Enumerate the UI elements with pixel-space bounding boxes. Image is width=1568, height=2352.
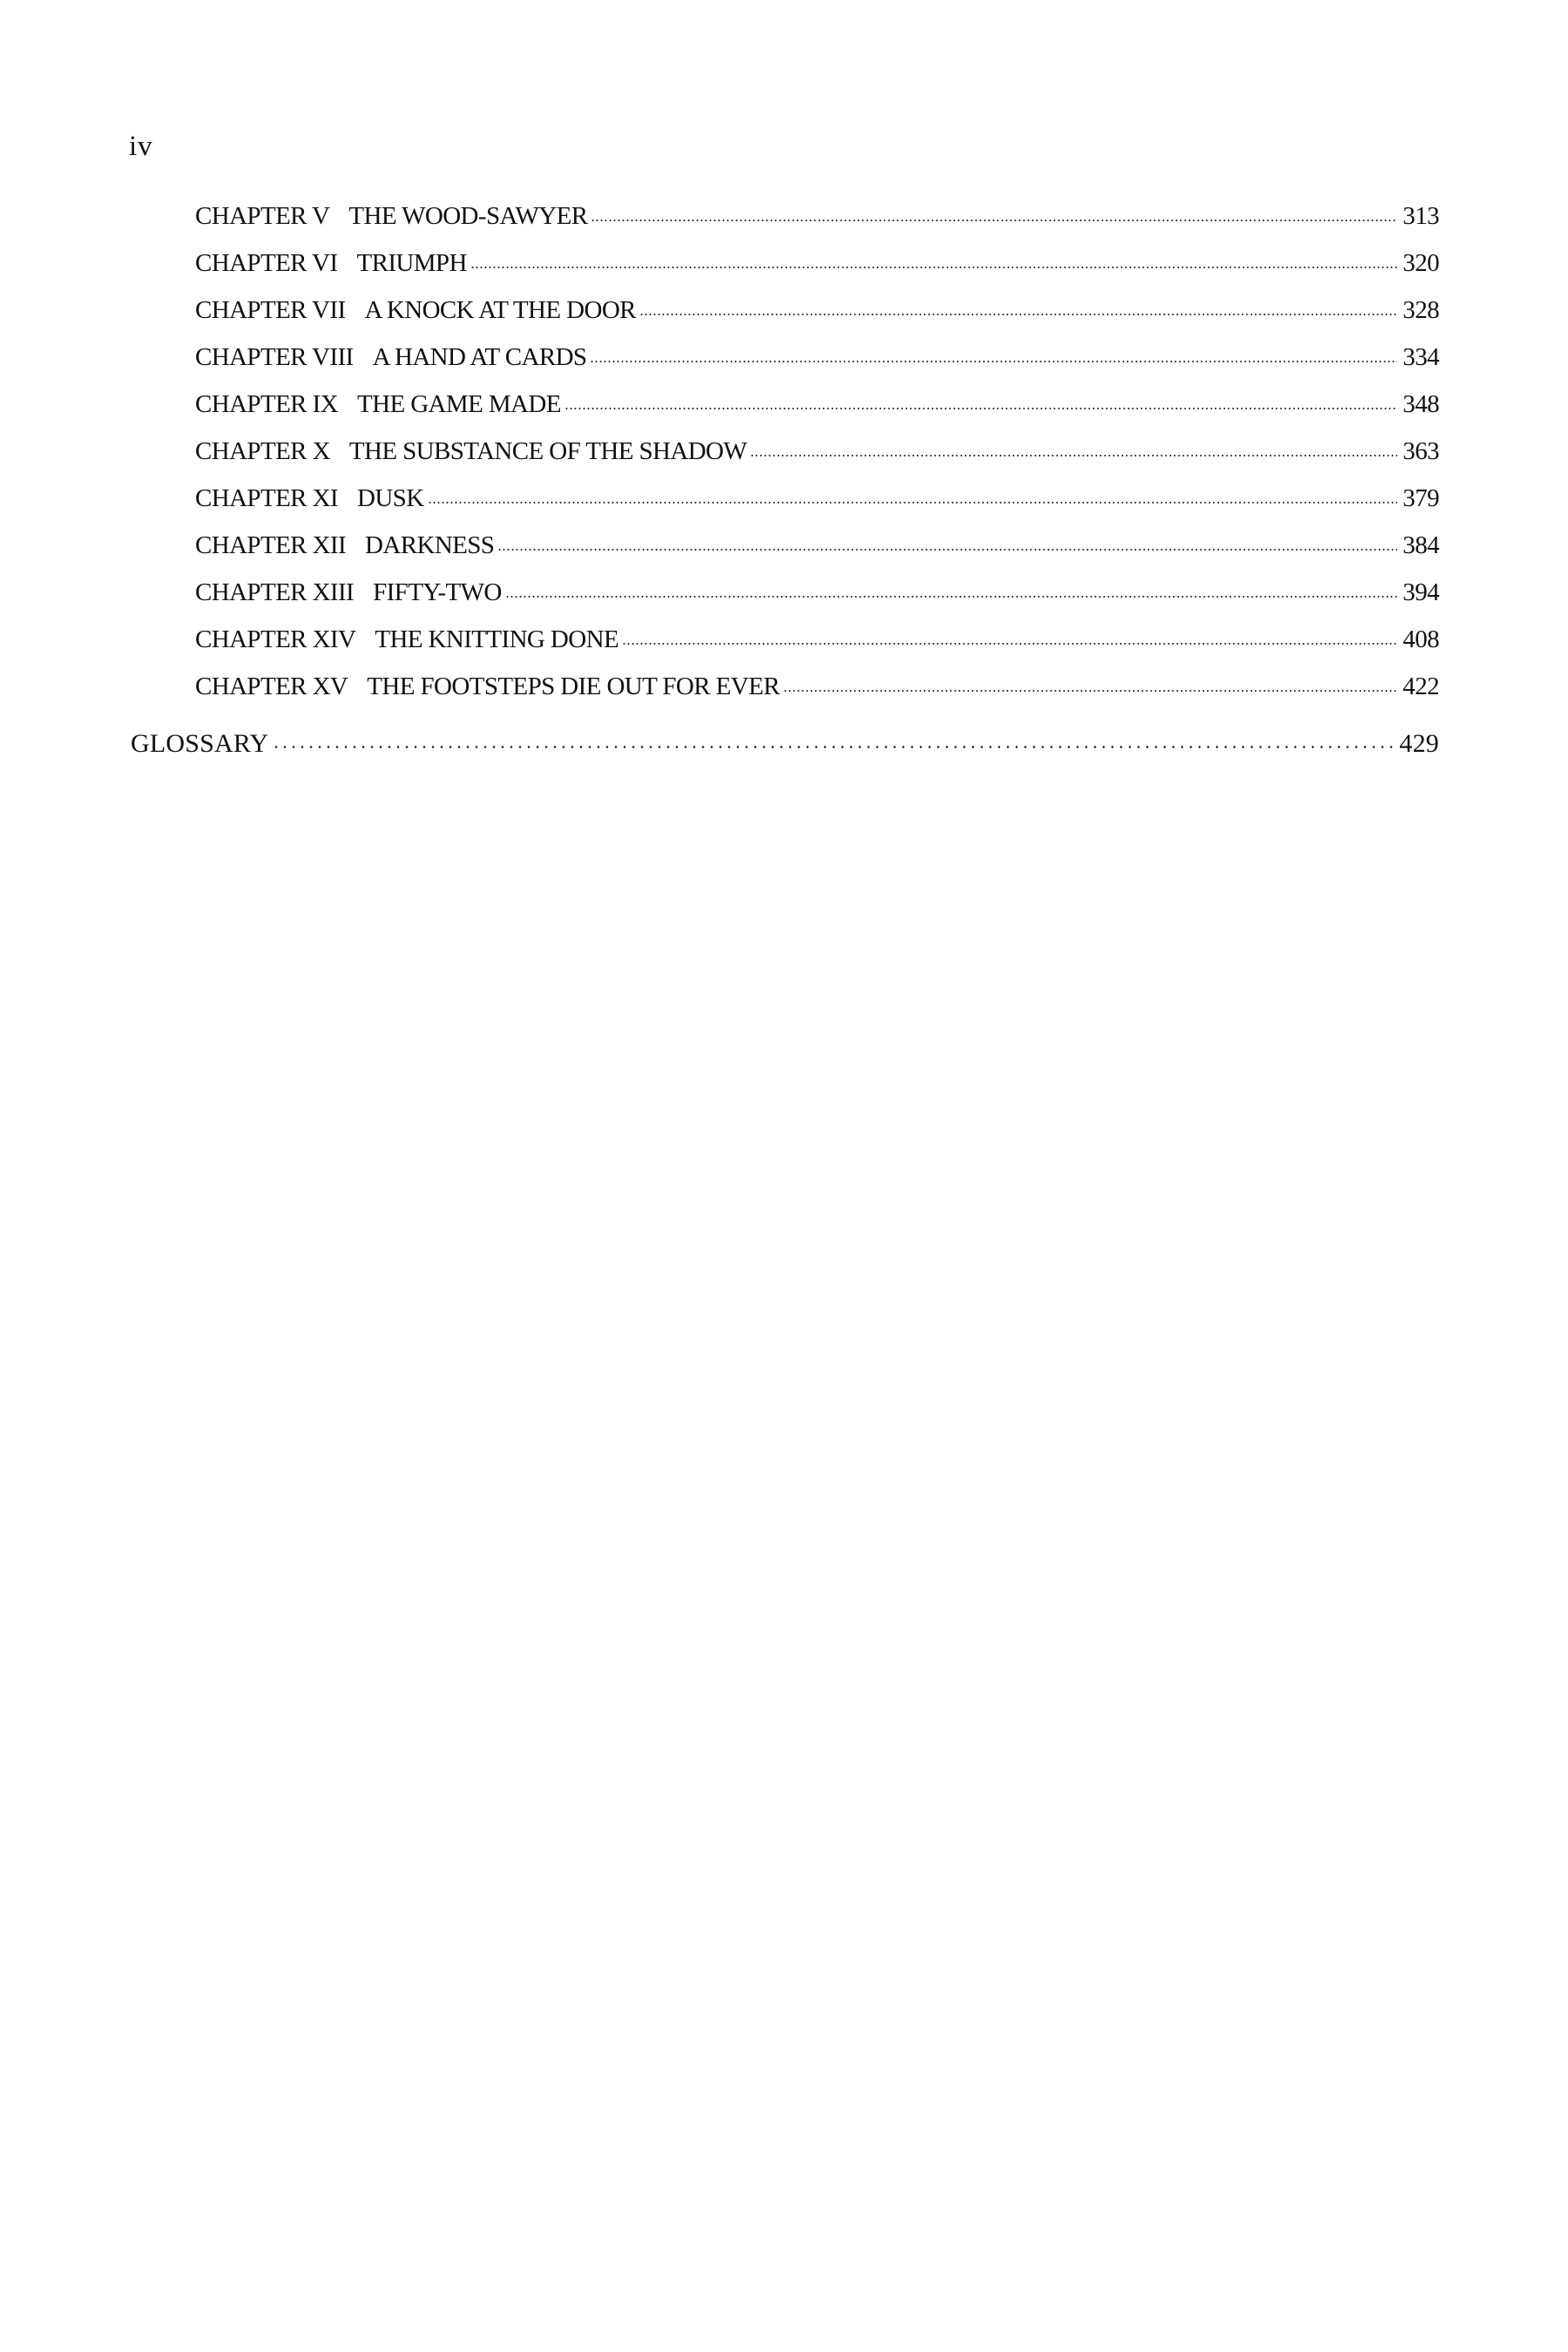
section-title: GLOSSARY bbox=[131, 729, 269, 758]
chapter-page-number: 384 bbox=[1402, 531, 1439, 559]
chapter-label: CHAPTER XIII bbox=[195, 578, 355, 606]
chapter-title: FIFTY-TWO bbox=[373, 578, 502, 606]
dot-leader bbox=[497, 527, 1397, 553]
chapter-page-number: 408 bbox=[1402, 625, 1439, 653]
chapter-page-number: 320 bbox=[1402, 249, 1439, 277]
dot-leader bbox=[783, 668, 1397, 694]
dot-leader bbox=[428, 480, 1398, 506]
chapter-title: THE WOOD-SAWYER bbox=[348, 202, 588, 230]
chapter-label: CHAPTER VIII bbox=[195, 343, 354, 371]
toc-entry-chapter-7[interactable] bbox=[195, 292, 1439, 330]
dot-leader bbox=[470, 245, 1398, 271]
toc-entry-chapter-11[interactable] bbox=[195, 480, 1439, 518]
toc-entry-chapter-6[interactable] bbox=[195, 245, 1439, 283]
chapter-page-number: 394 bbox=[1402, 578, 1439, 606]
dot-leader bbox=[639, 292, 1397, 318]
chapter-label: CHAPTER XII bbox=[195, 531, 347, 559]
chapter-page-number: 422 bbox=[1402, 672, 1439, 700]
dot-leader bbox=[505, 574, 1398, 600]
chapter-label: CHAPTER V bbox=[195, 202, 330, 230]
chapter-title: TRIUMPH bbox=[356, 249, 467, 277]
chapter-label: CHAPTER X bbox=[195, 437, 330, 465]
dot-leader bbox=[564, 386, 1397, 412]
chapter-label: CHAPTER IX bbox=[195, 390, 338, 418]
chapter-title: DUSK bbox=[356, 484, 424, 512]
chapter-label: CHAPTER VII bbox=[195, 296, 346, 324]
dot-leader bbox=[272, 726, 1394, 752]
toc-entry-chapter-9[interactable] bbox=[195, 386, 1439, 424]
toc-entry-chapter-10[interactable] bbox=[195, 433, 1439, 471]
toc-entry-chapter-15[interactable] bbox=[195, 668, 1439, 706]
dot-leader bbox=[750, 433, 1397, 459]
chapter-title: DARKNESS bbox=[365, 531, 495, 559]
dot-leader bbox=[591, 198, 1397, 224]
chapter-title: THE GAME MADE bbox=[356, 390, 561, 418]
chapter-label: CHAPTER VI bbox=[195, 249, 338, 277]
chapter-title: THE SUBSTANCE OF THE SHADOW bbox=[348, 437, 747, 465]
section-page-number: 429 bbox=[1399, 729, 1439, 758]
chapter-page-number: 379 bbox=[1402, 484, 1439, 512]
chapter-page-number: 348 bbox=[1402, 390, 1439, 418]
chapter-title: A HAND AT CARDS bbox=[372, 343, 587, 371]
chapter-title: THE KNITTING DONE bbox=[375, 625, 619, 653]
chapter-label: CHAPTER XIV bbox=[195, 625, 356, 653]
dot-leader bbox=[622, 621, 1397, 647]
toc-entry-chapter-5[interactable] bbox=[195, 198, 1439, 236]
toc-entry-glossary[interactable] bbox=[131, 726, 1439, 764]
toc-entry-chapter-14[interactable] bbox=[195, 621, 1439, 659]
dot-leader bbox=[590, 339, 1397, 365]
toc-entry-chapter-12[interactable] bbox=[195, 527, 1439, 565]
chapter-title: A KNOCK AT THE DOOR bbox=[364, 296, 636, 324]
chapter-page-number: 313 bbox=[1402, 202, 1439, 230]
chapter-title: THE FOOTSTEPS DIE OUT FOR EVER bbox=[367, 672, 780, 700]
page-number: iv bbox=[129, 131, 153, 162]
toc-entry-chapter-13[interactable] bbox=[195, 574, 1439, 612]
chapter-page-number: 334 bbox=[1402, 343, 1439, 371]
chapter-page-number: 363 bbox=[1402, 437, 1439, 465]
chapter-page-number: 328 bbox=[1402, 296, 1439, 324]
toc-entry-chapter-8[interactable] bbox=[195, 339, 1439, 377]
chapter-label: CHAPTER XI bbox=[195, 484, 338, 512]
chapter-label: CHAPTER XV bbox=[195, 672, 348, 700]
